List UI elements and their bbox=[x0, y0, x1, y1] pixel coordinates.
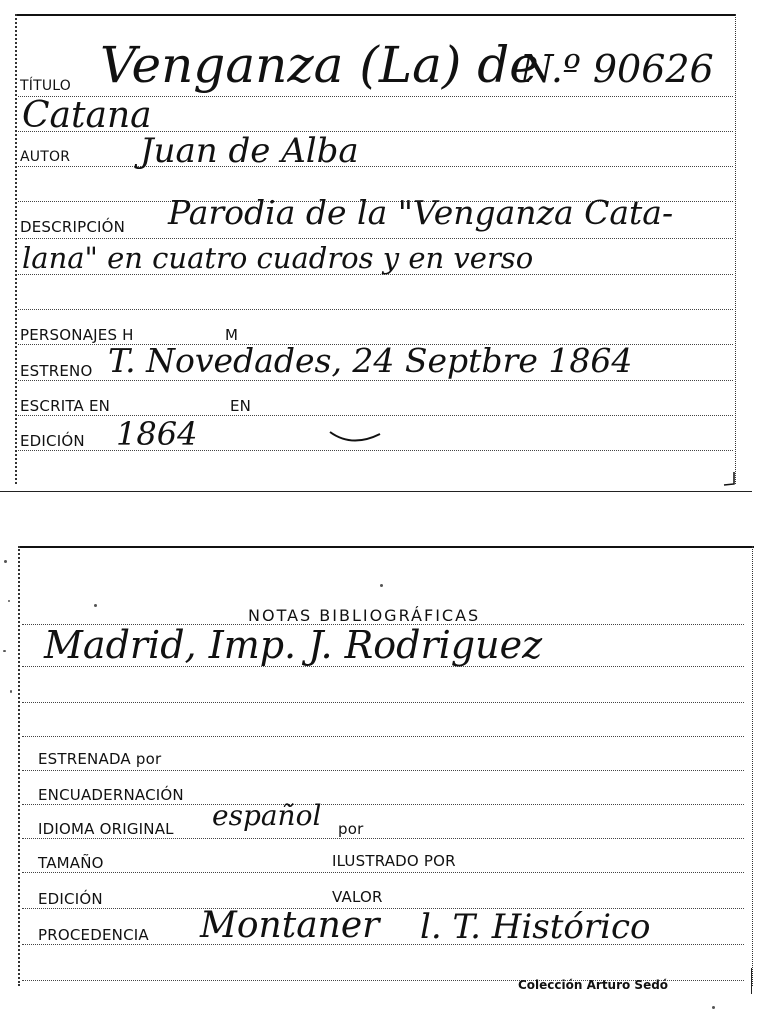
valor-label: VALOR bbox=[332, 888, 383, 906]
card-left-border bbox=[18, 546, 20, 986]
paper-speck bbox=[8, 600, 10, 602]
personajes-label: PERSONAJES H bbox=[20, 326, 134, 344]
titulo-label: TÍTULO bbox=[20, 78, 71, 94]
estreno-value: T. Novedades, 24 Septbre 1864 bbox=[108, 341, 633, 380]
catalog-card-front bbox=[0, 0, 759, 495]
tamano-label: TAMAÑO bbox=[38, 854, 104, 872]
notas-value: Madrid, Imp. J. Rodriguez bbox=[44, 623, 543, 667]
edicion-label: EDICIÓN bbox=[38, 890, 103, 908]
paper-speck bbox=[380, 584, 383, 587]
escrita-en-label: ESCRITA EN bbox=[20, 397, 111, 415]
ruled-line bbox=[22, 804, 744, 805]
autor-value: Juan de Alba bbox=[140, 131, 359, 171]
paper-speck bbox=[712, 1006, 715, 1009]
ruled-line bbox=[18, 166, 733, 167]
edicion-value: 1864 bbox=[116, 415, 198, 453]
titulo-value: Venganza (La) de bbox=[100, 36, 539, 94]
ruled-line bbox=[22, 872, 744, 873]
card-right-border bbox=[735, 14, 736, 484]
ruled-line bbox=[22, 770, 744, 771]
titulo-value-line2: Catana bbox=[22, 95, 152, 136]
paper-speck bbox=[4, 560, 7, 563]
card-top-border bbox=[20, 546, 754, 548]
procedencia-value-2: l. T. Histórico bbox=[420, 907, 651, 947]
descripcion-label: DESCRIPCIÓN bbox=[20, 218, 126, 236]
paper-speck bbox=[3, 650, 6, 652]
footer-edge-mark bbox=[751, 968, 752, 994]
corner-mark bbox=[722, 470, 738, 488]
estrenada-por-label: ESTRENADA por bbox=[38, 750, 162, 768]
collection-footer: Colección Arturo Sedó bbox=[518, 978, 669, 992]
paper-speck bbox=[94, 604, 97, 607]
card-left-border bbox=[15, 14, 17, 484]
ruled-line bbox=[22, 702, 744, 703]
ruled-line bbox=[18, 380, 733, 381]
ruled-line bbox=[22, 736, 744, 737]
notas-bibliograficas-heading: NOTAS BIBLIOGRÁFICAS bbox=[248, 606, 481, 625]
pen-stroke-mark bbox=[326, 424, 386, 448]
procedencia-label: PROCEDENCIA bbox=[38, 926, 149, 944]
encuadernacion-label: ENCUADERNACIÓN bbox=[38, 786, 184, 804]
descripcion-value-line2: lana" en cuatro cuadros y en verso bbox=[22, 241, 534, 275]
catalog-card-back bbox=[0, 540, 759, 1028]
descripcion-value-line1: Parodia de la "Venganza Cata- bbox=[168, 193, 674, 232]
catalog-number: N.º 90626 bbox=[520, 47, 714, 91]
estreno-label: ESTRENO bbox=[20, 362, 93, 380]
idioma-original-value: español bbox=[212, 799, 322, 832]
idioma-original-label: IDIOMA ORIGINAL bbox=[38, 820, 174, 838]
autor-label: AUTOR bbox=[20, 149, 71, 165]
card-right-border bbox=[752, 546, 753, 986]
en-label: EN bbox=[230, 397, 252, 415]
personajes-m-label: M bbox=[225, 326, 239, 344]
edicion-label: EDICIÓN bbox=[20, 432, 85, 450]
idioma-por-label: por bbox=[338, 820, 364, 838]
ruled-line bbox=[18, 238, 733, 239]
procedencia-value: Montaner bbox=[200, 905, 380, 946]
ruled-line bbox=[22, 838, 744, 839]
ruled-line bbox=[18, 309, 733, 310]
card-bottom-border bbox=[0, 491, 752, 492]
card-top-border bbox=[16, 14, 736, 16]
paper-speck bbox=[10, 690, 12, 693]
ilustrado-por-label: ILUSTRADO POR bbox=[332, 852, 456, 870]
